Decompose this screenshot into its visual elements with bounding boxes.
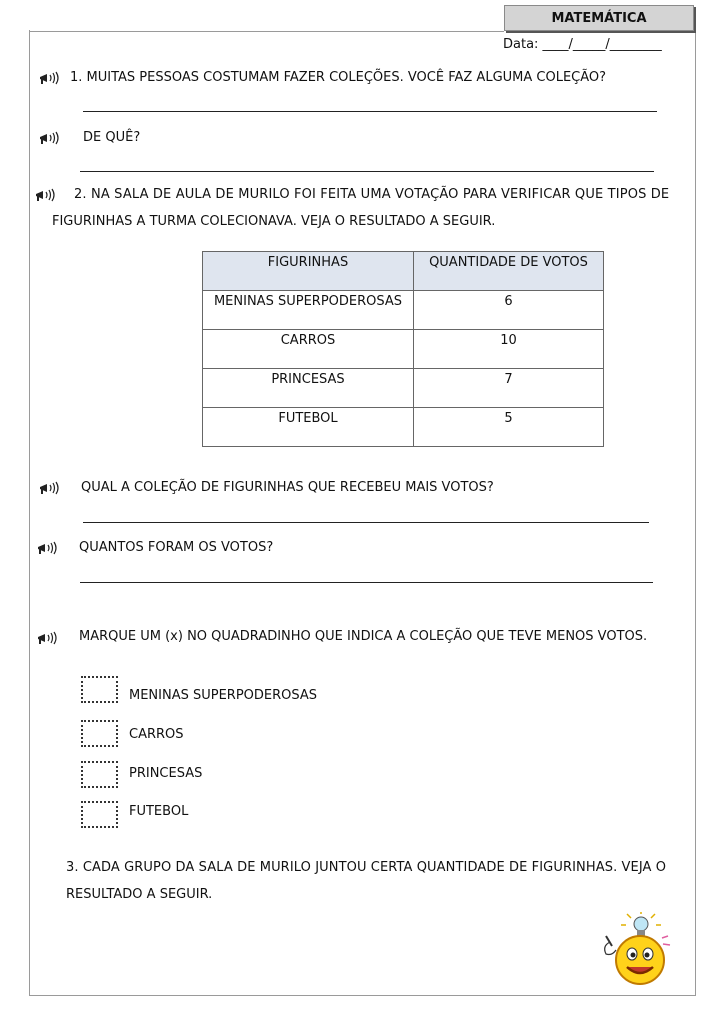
table-row [203, 291, 604, 330]
option-label: FUTEBOL [129, 804, 189, 819]
megaphone-icon [36, 630, 60, 646]
megaphone-icon [34, 187, 58, 203]
answer-line[interactable] [80, 582, 653, 583]
subject-tab [504, 5, 694, 31]
option-label: PRINCESAS [129, 766, 203, 781]
question-2a: QUAL A COLEÇÃO DE FIGURINHAS QUE RECEBEU MAIS VOTOS? [81, 480, 494, 495]
table-row [203, 408, 604, 447]
question-2-line2: FIGURINHAS A TURMA COLECIONAVA. VEJA O RESULTADO A SEGUIR. [52, 214, 496, 229]
question-2b: QUANTOS FORAM OS VOTOS? [79, 540, 274, 555]
table-cell: PRINCESAS [203, 369, 414, 408]
table-cell: 5 [414, 408, 604, 447]
answer-line[interactable] [83, 522, 649, 523]
question-1b: DE QUÊ? [83, 130, 141, 145]
question-3-line1: 3. CADA GRUPO DA SALA DE MURILO JUNTOU CERTA QUANTIDADE DE FIGURINHAS. VEJA O [66, 860, 667, 875]
table-cell: MENINAS SUPERPODEROSAS [203, 291, 414, 330]
question-3-line2: RESULTADO A SEGUIR. [66, 887, 213, 902]
subject-title: MATEMÁTICA [551, 10, 647, 26]
megaphone-icon [38, 480, 62, 496]
date-field[interactable]: Data: ____/_____/________ [503, 37, 662, 52]
table-cell: CARROS [203, 330, 414, 369]
question-2-line1: 2. NA SALA DE AULA DE MURILO FOI FEITA UMA VOTAÇÃO PARA VERIFICAR QUE TIPOS DE [74, 187, 670, 202]
table-cell: FUTEBOL [203, 408, 414, 447]
header-quantidade: QUANTIDADE DE VOTOS [414, 252, 604, 291]
megaphone-icon [38, 130, 62, 146]
table-cell: 6 [414, 291, 604, 330]
option-label: CARROS [129, 727, 184, 742]
checkbox-princesas[interactable] [81, 761, 118, 788]
page-frame [29, 30, 696, 996]
table-cell: 7 [414, 369, 604, 408]
table-row [203, 330, 604, 369]
option-label: MENINAS SUPERPODEROSAS [129, 688, 318, 703]
table-row [203, 369, 604, 408]
question-1: 1. MUITAS PESSOAS COSTUMAM FAZER COLEÇÕES. VOCÊ FAZ ALGUMA COLEÇÃO? [70, 70, 607, 85]
megaphone-icon [38, 70, 62, 86]
header-figurinhas: FIGURINHAS [203, 252, 414, 291]
checkbox-futebol[interactable] [81, 801, 118, 828]
megaphone-icon [36, 540, 60, 556]
question-2c: MARQUE UM (x) NO QUADRADINHO QUE INDICA A COLEÇÃO QUE TEVE MENOS VOTOS. [79, 629, 648, 644]
lightbulb-smiley-icon [596, 912, 674, 988]
answer-line[interactable] [83, 111, 657, 112]
checkbox-meninas[interactable] [81, 676, 118, 703]
top-divider [29, 31, 504, 32]
table-header-row [203, 252, 604, 291]
table-cell: 10 [414, 330, 604, 369]
answer-line[interactable] [80, 171, 654, 172]
checkbox-carros[interactable] [81, 720, 118, 747]
votes-table [202, 251, 604, 447]
